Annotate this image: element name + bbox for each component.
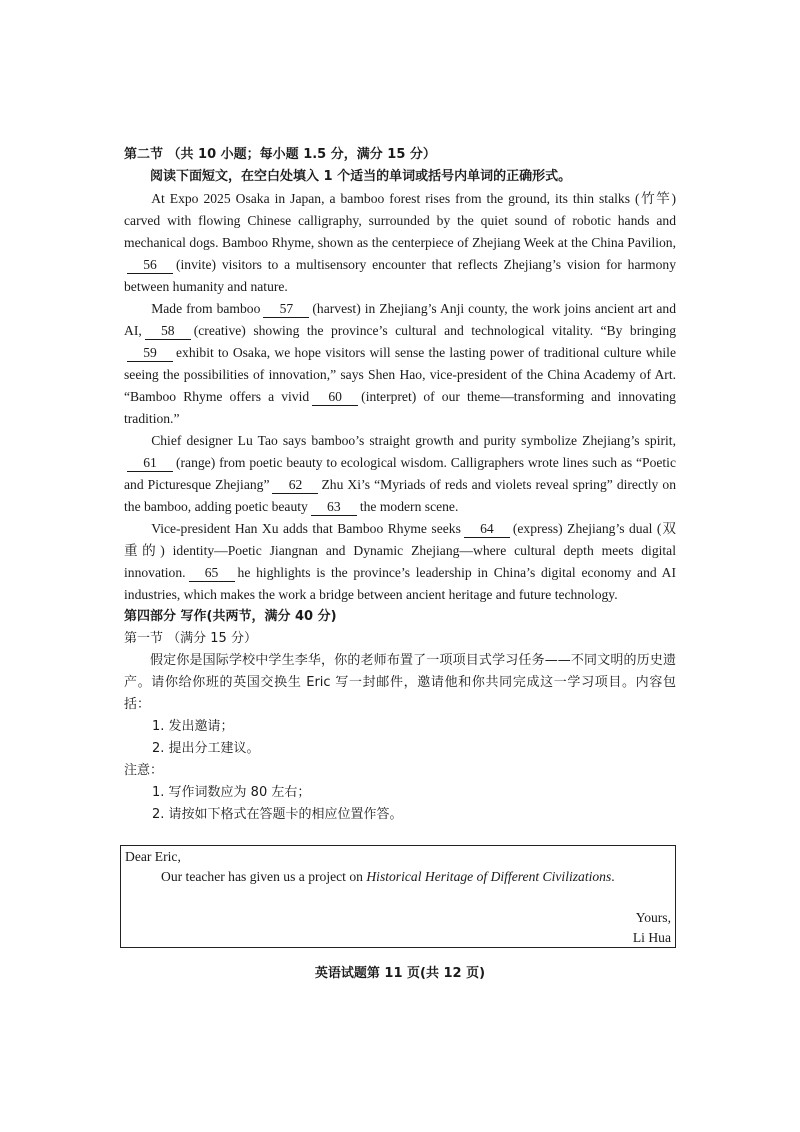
p4-text-a: Vice-president Han Xu adds that Bamboo Rhyme seeks xyxy=(151,521,461,536)
page-footer: 英语试题第 11 页(共 12 页) xyxy=(314,966,486,981)
note-item-2: 2. 请按如下格式在答题卡的相应位置作答。 xyxy=(152,807,403,822)
letter-line-prefix: Our teacher has given us a project on xyxy=(161,869,367,884)
letter-line-suffix: . xyxy=(611,869,615,884)
section2-instruction: 阅读下面短文，在空白处填入 1 个适当的单词或括号内单词的正确形式。 xyxy=(150,169,572,184)
letter-signature: Li Hua xyxy=(632,930,671,945)
blank-62[interactable]: 62 xyxy=(272,477,318,494)
blank-59[interactable]: 59 xyxy=(127,345,173,362)
letter-greeting: Dear Eric, xyxy=(125,849,181,864)
letter-closing: Yours, xyxy=(635,910,671,925)
blank-60[interactable]: 60 xyxy=(312,389,358,406)
p2-text-a: Made from bamboo xyxy=(151,301,261,316)
p3-text-a: Chief designer Lu Tao says bamboo’s straight growth and purity symbolize Zhejiang’s spirit, xyxy=(151,433,676,448)
p2-text-d: (creative) showing the province’s cultural and technological vitality. “By bringing xyxy=(193,323,676,338)
blank-65[interactable]: 65 xyxy=(189,565,235,582)
p3-text-c: (range) from poetic beauty to ecological wisdom. Calligraphers wrote lines such as “Poetic and Picturesque Zhejiang” xyxy=(124,455,676,492)
blank-57[interactable]: 57 xyxy=(263,301,309,318)
note-item-1: 1. 写作词数应为 80 左右； xyxy=(152,785,311,800)
p3-text-d: Zhu Xi’s “Myriads of reds and violets reveal spring” directly on the bamboo, adding poetic beauty xyxy=(124,477,676,514)
part4-sub-heading: 第一节 （满分 15 分） xyxy=(124,631,257,646)
writing-task: 假定你是国际学校中学生李华，你的老师布置了一项项目式学习任务——不同文明的历史遗产。请你给你班的英国交换生 Eric 写一封邮件，邀请他和你共同完成这一学习项目。内容包括： xyxy=(124,653,676,712)
task-item-2: 2. 提出分工建议。 xyxy=(152,741,260,756)
p4-text-c: (express) Zhejiang’s dual (双重的) identity—Poetic Jiangnan and Dynamic Zhejiang—where cultural depth meets digital innovation. xyxy=(124,521,676,580)
blank-64[interactable]: 64 xyxy=(464,521,510,538)
p2-text-f: (interpret) of our theme—transforming and innovating tradition.” xyxy=(124,389,676,426)
p3-text-e: the modern scene. xyxy=(359,499,459,514)
notes-label: 注意： xyxy=(124,763,164,778)
exam-content xyxy=(124,144,676,826)
letter-first-line xyxy=(161,869,615,885)
p2-text-e: exhibit to Osaka, we hope visitors will sense the lasting power of traditional culture while seeing the possibilities of innovation,” says Shen Hao, vice-president of the China Academy of Art. “Bamboo Rhyme offers a vivid xyxy=(124,345,676,404)
p1-text-c: (invite) visitors to a multisensory encounter that reflects Zhejiang’s vision for harmony between humanity and nature. xyxy=(124,257,676,294)
passage-paragraph-2 xyxy=(124,298,676,430)
p4-text-d: he highlights is the province’s leadership in China’s digital economy and AI industries, which makes the work a bridge between ancient heritage and future technology. xyxy=(124,565,676,602)
part4-heading: 第四部分 写作(共两节，满分 40 分) xyxy=(124,609,337,624)
passage-paragraph-1 xyxy=(124,188,676,298)
letter-project-title: Historical Heritage of Different Civilizations xyxy=(366,869,612,884)
blank-58[interactable]: 58 xyxy=(145,323,191,340)
task-item-1: 1. 发出邀请； xyxy=(152,719,234,734)
section2-heading: 第二节 （共 10 小题；每小题 1.5 分，满分 15 分） xyxy=(124,147,436,162)
passage-paragraph-3 xyxy=(124,430,676,518)
passage-paragraph-4 xyxy=(124,518,676,606)
blank-61[interactable]: 61 xyxy=(127,455,173,472)
letter-answer-box[interactable] xyxy=(120,845,676,948)
p2-text-c: (harvest) in Zhejiang’s Anji county, the work joins ancient art and AI, xyxy=(124,301,677,338)
blank-63[interactable]: 63 xyxy=(311,499,357,516)
p1-text-a: At Expo 2025 Osaka in Japan, a bamboo forest rises from the ground, its thin stalks (竹竿) carved with flowing Chinese calligraphy, surrounded by the quiet sound of robotic hands and mechanical dogs. Bamboo Rhyme, shown as the centerpiece of Zhejiang Week at the China Pavilion, xyxy=(124,191,676,250)
blank-56[interactable]: 56 xyxy=(127,257,173,274)
